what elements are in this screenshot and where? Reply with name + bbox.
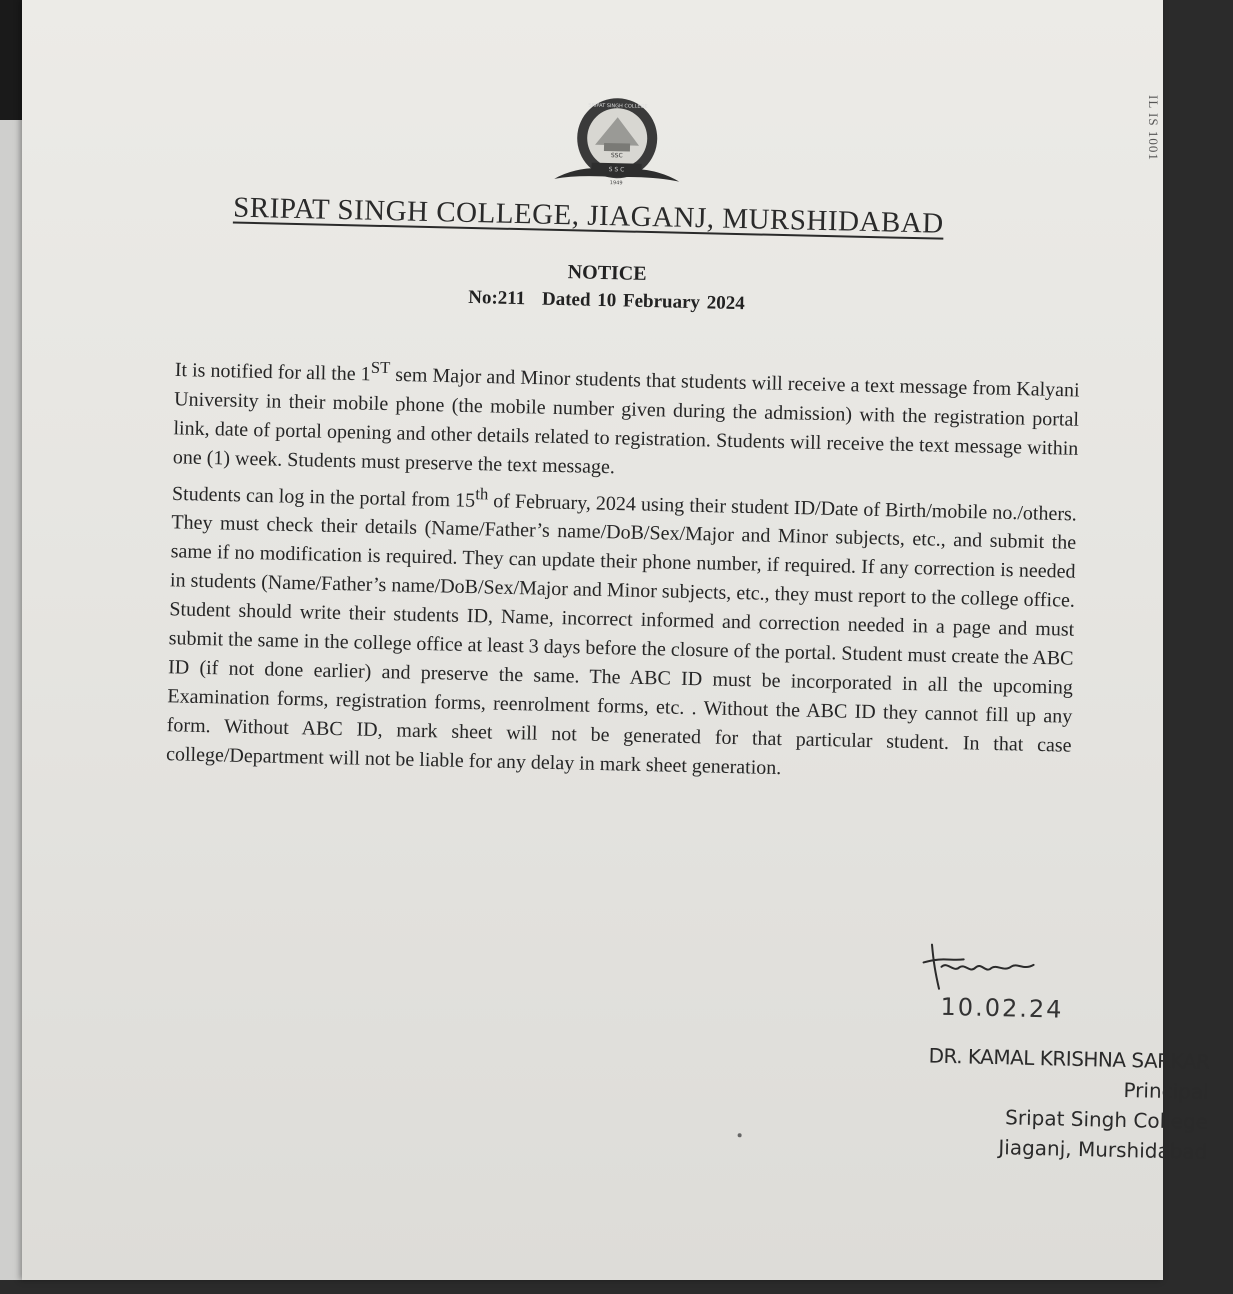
paragraph-2 bbox=[166, 472, 1078, 790]
principal-name: DR. KAMAL KRISHNA SARKAR bbox=[928, 1043, 1210, 1074]
p2-text-end: of February, 2024 using their student ID/Date of Birth/mobile no./others. They must check their details (Name/Father’s name/DoB/Sex/Major and Minor subjects, etc., and submit the same if no modification is required. They can update their phone number, if required. If any correction is needed in students (Name/Father’s name/DoB/Sex/Major and Minor subjects, etc., they must report to the college office. Student should write their students ID, Name, incorrect informed and correction needed in a page and must submit the same in the college office at least 3 days before the closure of the portal. Student must create the ABC ID (if not done earlier) and preserve the same. The ABC ID must be incorporated in all the upcoming Examination forms, registration forms, reenrolment forms, etc. . Without the ABC ID they cannot fill up any form. Without ABC ID, mark sheet will not be generated for that particular student. In that case college/Department will not be liable for any delay in mark sheet generation. bbox=[165, 489, 1078, 780]
notice-reference bbox=[356, 284, 856, 317]
sheet-content bbox=[4, 0, 1210, 1293]
handwritten-signature bbox=[911, 932, 1042, 997]
principal-block bbox=[867, 1039, 1210, 1166]
p2-superscript: th bbox=[475, 483, 489, 504]
paragraph-1 bbox=[173, 348, 1081, 492]
p1-superscript: ST bbox=[370, 357, 391, 378]
notice-date: Dated 10 February 2024 bbox=[541, 288, 746, 315]
college-name: SRIPAT SINGH COLLEGE, JIAGANJ, MURSHIDABAD bbox=[232, 191, 945, 240]
signature-date: 10.02.24 bbox=[940, 992, 1064, 1024]
logo-center-text: SSC bbox=[610, 152, 623, 160]
logo-year: 1949 bbox=[609, 180, 623, 187]
paper-mark bbox=[738, 1133, 742, 1137]
p2-text-start: Students can log in the portal from 15 bbox=[171, 482, 476, 512]
college-logo bbox=[549, 94, 686, 192]
p1-text-end: sem Major and Minor students that students will receive a text message from Kalyani University in their mobile phone (the mobile number given during the admission) with the registration portal link, date of portal opening and other details related to registration. Students will receive the text message within one (1) week. Students must preserve the text message. bbox=[172, 363, 1080, 478]
principal-place: Jiaganj, Murshidabad bbox=[998, 1135, 1208, 1164]
principal-title: Principal bbox=[1123, 1077, 1209, 1104]
notice-title: NOTICE bbox=[567, 261, 647, 285]
notice-sheet bbox=[22, 0, 1210, 1280]
edge-text: IL IS 1001 bbox=[1146, 95, 1161, 161]
logo-band-text: S S C bbox=[608, 166, 625, 174]
principal-college: Sripat Singh College bbox=[1004, 1105, 1209, 1134]
logo-arc-text: SRIPAT SINGH COLLEGE bbox=[588, 102, 648, 110]
p1-text-start: It is notified for all the 1 bbox=[174, 358, 371, 386]
notice-body bbox=[166, 348, 1080, 790]
notice-number: No:211 bbox=[468, 286, 526, 310]
